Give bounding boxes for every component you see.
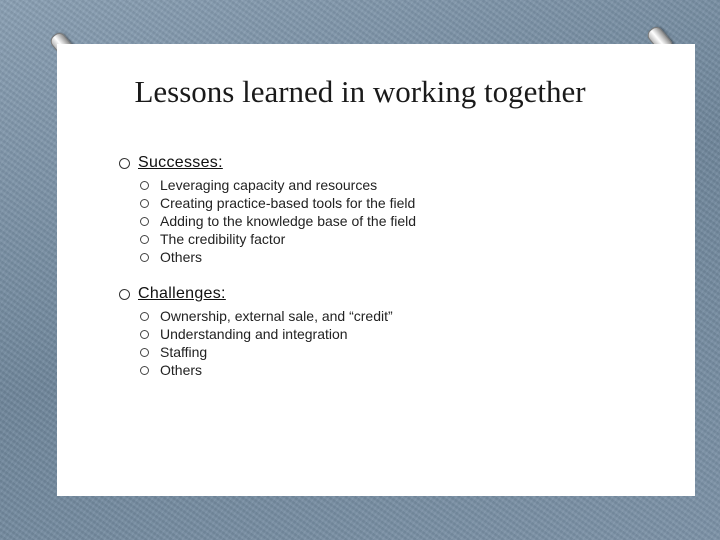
list-item bbox=[140, 325, 393, 343]
circle-bullet-icon bbox=[140, 253, 149, 262]
list-item bbox=[140, 194, 416, 212]
list-item-text: Leveraging capacity and resources bbox=[160, 177, 378, 193]
circle-bullet-icon bbox=[140, 199, 149, 208]
section-successes bbox=[119, 152, 416, 266]
list-item bbox=[140, 230, 416, 248]
section-challenges bbox=[119, 283, 393, 379]
list-item-text: Staffing bbox=[160, 344, 208, 360]
circle-bullet-icon bbox=[140, 330, 149, 339]
list-item bbox=[140, 361, 393, 379]
bullet-list bbox=[140, 307, 393, 379]
section-heading-row bbox=[119, 152, 416, 174]
circle-bullet-icon bbox=[140, 348, 149, 357]
section-heading: Challenges: bbox=[138, 285, 226, 302]
list-item bbox=[140, 307, 393, 325]
list-item bbox=[140, 248, 416, 266]
list-item bbox=[140, 176, 416, 194]
list-item bbox=[140, 212, 416, 230]
list-item-text: Understanding and integration bbox=[160, 326, 348, 342]
list-item-text: Ownership, external sale, and “credit” bbox=[160, 308, 393, 324]
circle-bullet-icon bbox=[119, 158, 130, 169]
slide-title: Lessons learned in working together bbox=[134, 74, 586, 109]
bullet-list bbox=[140, 176, 416, 266]
circle-bullet-icon bbox=[140, 312, 149, 321]
circle-bullet-icon bbox=[140, 235, 149, 244]
circle-bullet-icon bbox=[140, 366, 149, 375]
list-item-text: Creating practice-based tools for the field bbox=[160, 195, 416, 211]
circle-bullet-icon bbox=[140, 181, 149, 190]
list-item-text: Others bbox=[160, 362, 203, 378]
list-item bbox=[140, 343, 393, 361]
slide-card bbox=[57, 44, 695, 496]
list-item-text: Adding to the knowledge base of the field bbox=[160, 213, 417, 229]
circle-bullet-icon bbox=[140, 217, 149, 226]
circle-bullet-icon bbox=[119, 289, 130, 300]
list-item-text: Others bbox=[160, 249, 203, 265]
section-heading-row bbox=[119, 283, 393, 305]
list-item-text: The credibility factor bbox=[160, 231, 286, 247]
section-heading: Successes: bbox=[138, 154, 223, 171]
